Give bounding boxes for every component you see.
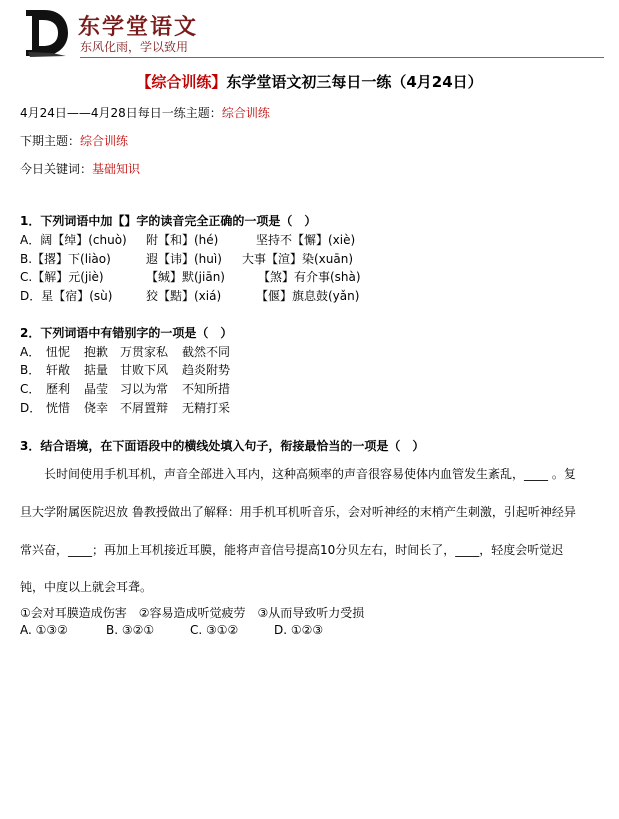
brand-title: 东学堂语文: [78, 15, 199, 40]
header-divider: [80, 57, 604, 58]
next-theme-value: 综合训练: [80, 134, 129, 148]
d-brush-logo-icon: [22, 6, 70, 58]
week-theme-value: 综合训练: [221, 106, 270, 120]
q3-paragraph-line-1: 长时间使用手机耳机，声音全部进入耳内，这种高频率的声音很容易使体内血管发生紊乱，____ 。复: [44, 467, 576, 481]
keyword-line: [20, 160, 140, 177]
next-theme-line: [20, 132, 128, 149]
q2-option-a: A． 忸怩 抱歉 万贯家私 截然不同: [20, 345, 231, 359]
q2-option-c: C． 歷利 晶莹 习以为常 不知所措: [20, 382, 231, 396]
page-title: [0, 71, 619, 92]
q2-option-d: D． 恍惜 侥幸 不屑置辩 无精打采: [20, 401, 231, 415]
q1-option-b: B.【撂】下(liào) 遐【讳】(huì) 大事【渲】染(xuān): [20, 252, 354, 266]
q3-sentences: ①会对耳膜造成伤害 ②容易造成听觉疲劳 ③从而导致听力受损: [20, 606, 365, 620]
q3-choices: A. ①③② B. ③②① C. ③①② D. ①②③: [20, 623, 324, 637]
next-theme-label: 下期主题：: [20, 134, 81, 148]
brand-slogan: 东风化雨，学以致用: [80, 40, 189, 54]
q3-paragraph-line-4: 钝，中度以上就会耳聋。: [20, 580, 153, 594]
q2-option-b: B． 轩敞 掂量 甘败下风 趋炎附势: [20, 363, 231, 377]
q3-paragraph-line-3: 常兴奋，____；再加上耳机接近耳膜，能将声音信号提高10分贝左右，时间长了，____，轻度会听觉迟: [20, 543, 564, 557]
title-tag: 【综合训练】: [136, 73, 227, 91]
keyword-value: 基础知识: [92, 162, 141, 176]
q1-option-a: A．阔【绰】(chuò) 附【和】(hé) 坚持不【懈】(xiè): [20, 233, 356, 247]
keyword-label: 今日关键词：: [20, 162, 93, 176]
week-theme-line: [20, 104, 270, 121]
q3-paragraph-line-2: 旦大学附属医院迟放 鲁教授做出了解释：用手机耳机听音乐，会对听神经的末梢产生刺激，引起听神经异: [20, 505, 576, 519]
title-text: 东学堂语文初三每日一练（4月24日）: [226, 73, 483, 91]
q1-option-c: C.【解】元(jiè) 【缄】默(jiān) 【煞】有介事(shà): [20, 270, 361, 284]
q1-title: 1．下列词语中加【】字的读音完全正确的一项是（ ）: [20, 214, 317, 228]
q2-title: 2．下列词语中有错别字的一项是（ ）: [20, 326, 233, 340]
q3-title: 3．结合语境，在下面语段中的横线处填入句子，衔接最恰当的一项是（ ）: [20, 439, 425, 453]
week-theme-label: 4月24日——4月28日每日一练主题：: [20, 106, 222, 120]
q1-option-d: D．星【宿】(sù) 狡【黠】(xiá) 【偃】旗息鼓(yǎn): [20, 289, 360, 303]
